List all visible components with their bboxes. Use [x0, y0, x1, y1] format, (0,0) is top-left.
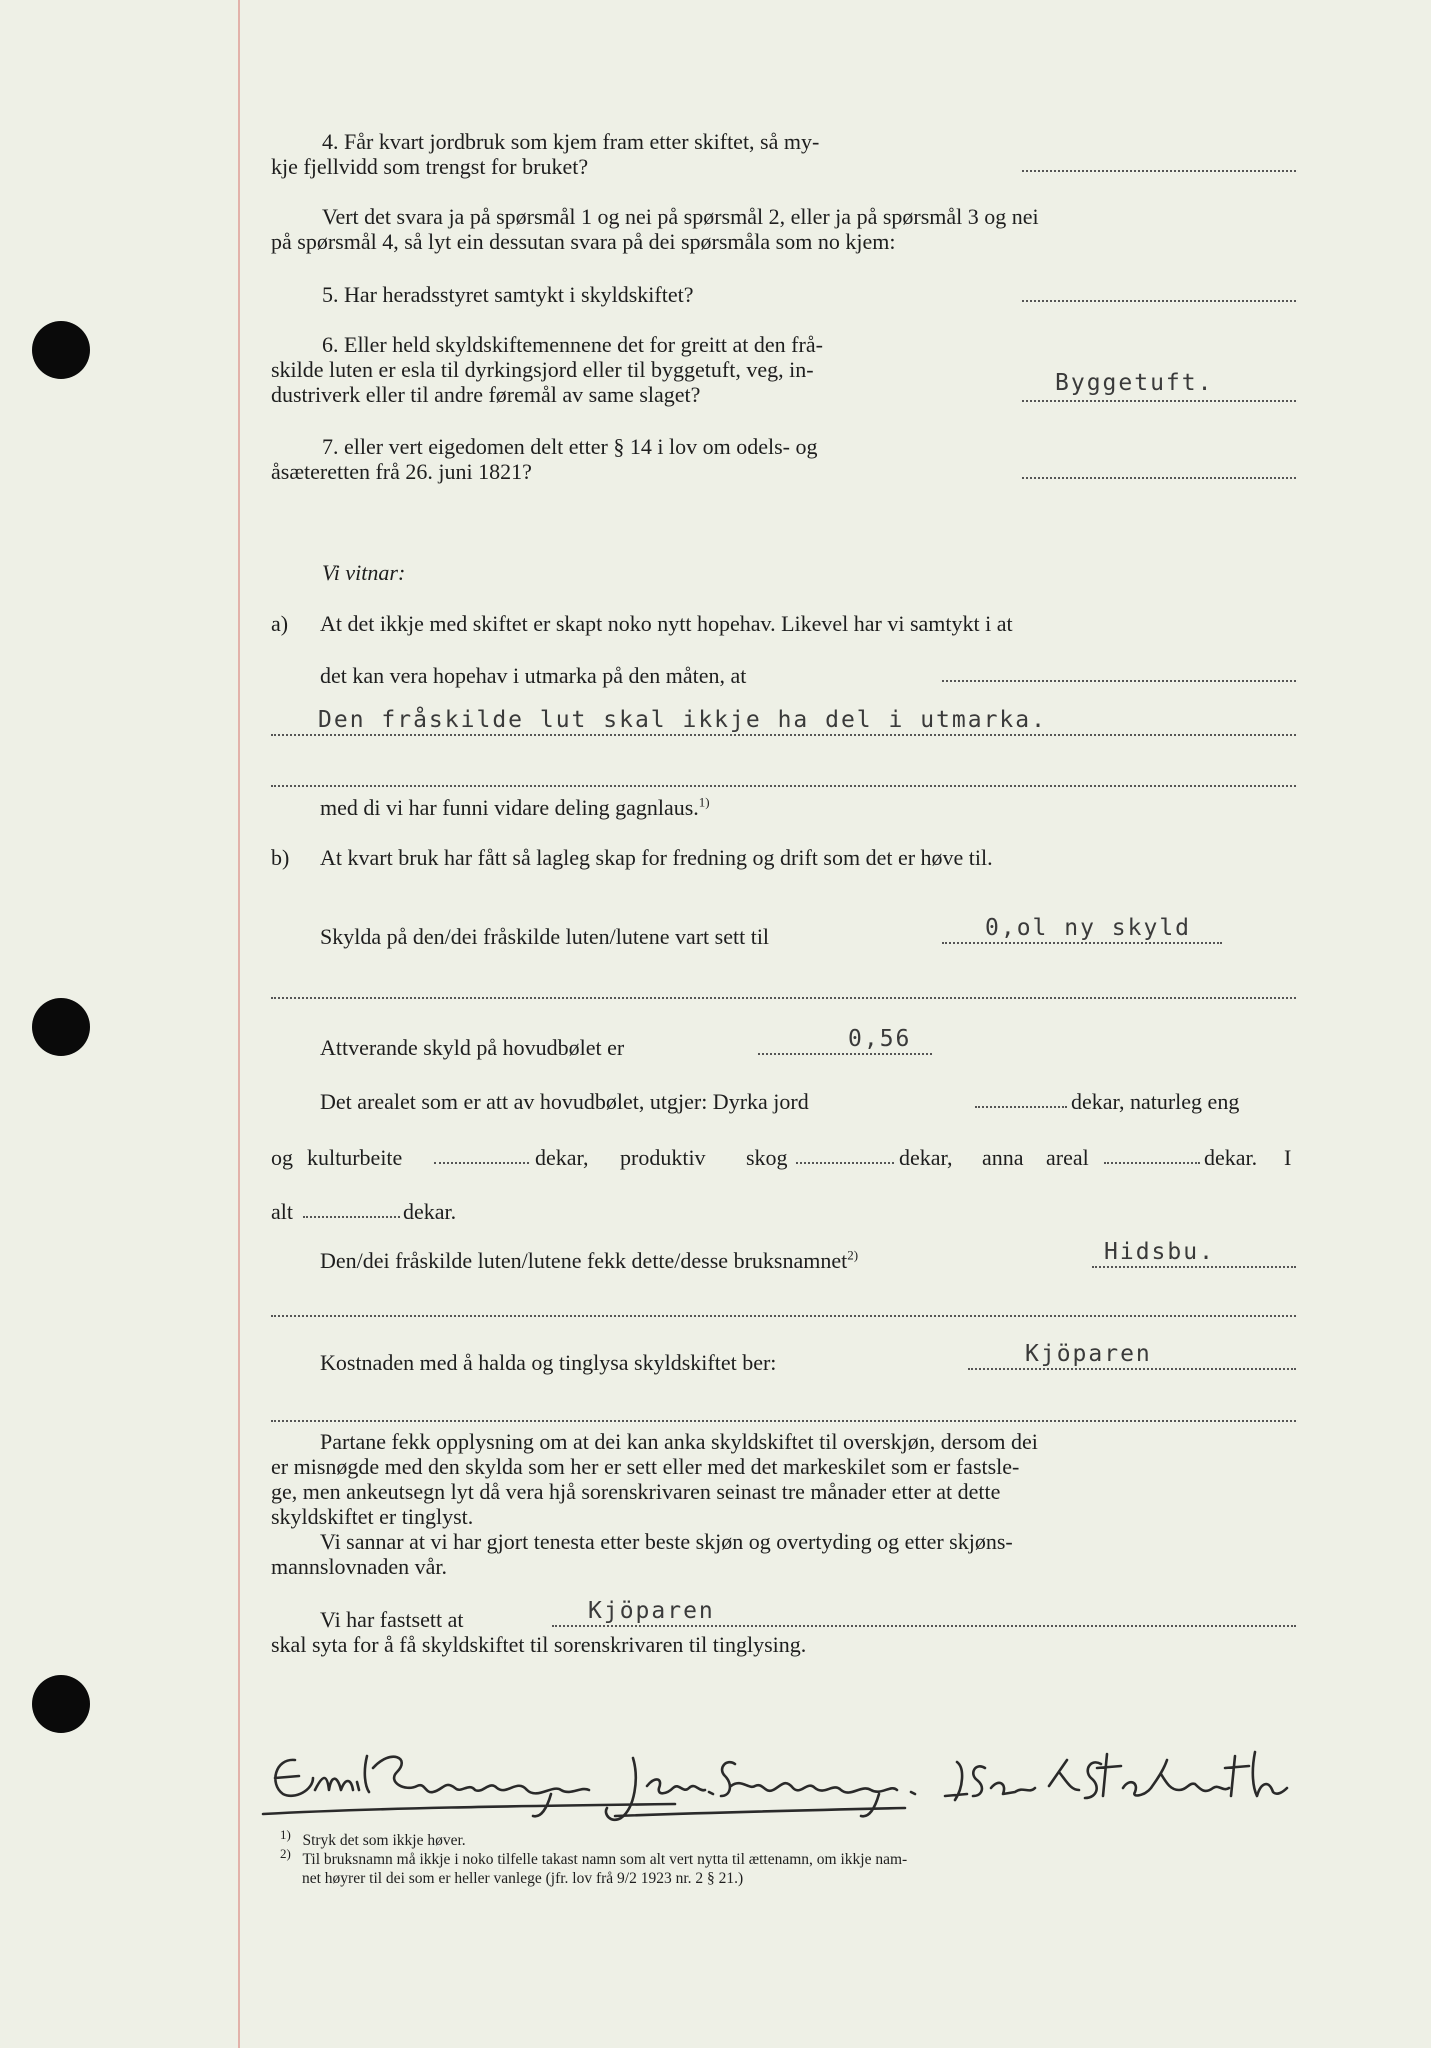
- footnote-2-cont: net høyrer til dei som er heller vanlege (jfr. lov frå 9/2 1923 nr. 2 § 21.): [302, 1870, 744, 1887]
- item-a-line3: [320, 794, 710, 822]
- attverande-value: 0,56: [848, 1026, 912, 1052]
- item-a-line2: det kan vera hopehav i utmarka på den måten, at: [320, 663, 747, 688]
- question-6-line2: skilde luten er esla til dyrkingsjord eller til byggetuft, veg, in-: [271, 357, 814, 382]
- footnote-ref-1: 1): [698, 794, 710, 810]
- punch-hole: [32, 1675, 90, 1733]
- areal-kulturbeite: kulturbeite: [307, 1145, 403, 1170]
- kostnad-extra-line: [271, 1420, 1296, 1422]
- bruksnamn-label: [320, 1247, 858, 1275]
- areal-kulturbeite-line: [434, 1162, 529, 1164]
- signature-isak-stokseth: [945, 1752, 1287, 1800]
- answer-line-4: [1022, 170, 1296, 172]
- areal-og: og: [271, 1145, 293, 1170]
- item-b-line1: At kvart bruk har fått så lagleg skap for fredning og drift som det er høve til.: [320, 845, 993, 870]
- sannar-line2: mannslovnaden vår.: [271, 1554, 447, 1579]
- areal-anna-line: [1104, 1162, 1200, 1164]
- signature-line-1: [263, 1804, 675, 1814]
- fastsett-value: Kjöparen: [588, 1598, 715, 1624]
- areal-produktiv: produktiv: [620, 1145, 706, 1170]
- item-a-line3-text: med di vi har funni vidare deling gagnlaus.: [320, 795, 699, 820]
- footnote-1-mark: 1): [280, 1826, 291, 1842]
- question-7-line2: åsæteretten frå 26. juni 1821?: [271, 459, 532, 484]
- footnote-2-line1: Til bruksnamn må ikkje i noko tilfelle takast namn som alt vert nytta til ættenamn, om ikkje nam-: [302, 1851, 908, 1868]
- fastsett-line2: skal syta for å få skyldskiftet til sorenskrivaren til tinglysing.: [271, 1632, 807, 1657]
- partane-line3: ge, men ankeutsegn lyt då vera hjå sorenskrivaren seinast tre månader etter at dette: [271, 1479, 1001, 1504]
- kostnad-line: [968, 1368, 1296, 1370]
- answer-line-6: [1022, 400, 1296, 402]
- skylda-extra-line: [271, 997, 1296, 999]
- footnote-2: [280, 1845, 908, 1869]
- question-4-line1: 4. Får kvart jordbruk som kjem fram etter skiftet, så my-: [322, 129, 820, 154]
- areal-line1-start: Det arealet som er att av hovudbølet, utgjer: Dyrka jord: [320, 1089, 809, 1114]
- margin-line: [238, 0, 240, 2048]
- item-a-answer-line: [271, 734, 1296, 736]
- answer-line-5: [1022, 300, 1296, 302]
- bruksnamn-extra-line: [271, 1315, 1296, 1317]
- punch-hole: [32, 998, 90, 1056]
- item-b-marker: b): [271, 845, 290, 870]
- bruksnamn-line: [1092, 1266, 1296, 1268]
- footnote-1-text: Stryk det som ikkje høver.: [302, 1832, 466, 1849]
- areal-dekar-3: dekar.: [1204, 1145, 1258, 1170]
- footnote-ref-2: 2): [847, 1247, 859, 1263]
- areal-anna: anna: [982, 1145, 1024, 1170]
- condition-line1: Vert det svara ja på spørsmål 1 og nei på spørsmål 2, eller ja på spørsmål 3 og nei: [322, 204, 1039, 229]
- item-a-line1: At det ikkje med skiftet er skapt noko nytt hopehav. Likevel har vi samtykt i at: [320, 611, 1013, 636]
- question-7-line1: 7. eller vert eigedomen delt etter § 14 i lov om odels- og: [322, 434, 818, 459]
- skylda-value: 0,ol ny skyld: [985, 915, 1192, 941]
- footnote-2-mark: 2): [280, 1845, 291, 1861]
- question-6-answer: Byggetuft.: [1055, 370, 1214, 396]
- areal-dyrka-line: [975, 1106, 1067, 1108]
- areal-alt: alt: [271, 1199, 293, 1224]
- question-4-line2: kje fjellvidd som trengst for bruket?: [271, 154, 589, 179]
- areal-skog: skog: [746, 1145, 788, 1170]
- areal-alt-dekar: dekar.: [403, 1199, 457, 1224]
- partane-line2: er misnøgde med den skylda som her er sett eller med det markeskilet som er fastsle-: [271, 1454, 1020, 1479]
- fastsett-line: [552, 1625, 1296, 1627]
- areal-dekar-1: dekar,: [535, 1145, 589, 1170]
- partane-line1: Partane fekk opplysning om at dei kan anka skyldskiftet til overskjøn, dersom dei: [320, 1429, 1038, 1454]
- answer-line-7: [1022, 477, 1296, 479]
- areal-areal: areal: [1046, 1145, 1089, 1170]
- bruksnamn-value: Hidsbu.: [1104, 1239, 1215, 1265]
- question-6-line3: dustriverk eller til andre føremål av same slaget?: [271, 382, 701, 407]
- areal-dekar-2: dekar,: [899, 1145, 953, 1170]
- kostnad-value: Kjöparen: [1025, 1341, 1152, 1367]
- areal-alt-line: [303, 1216, 400, 1218]
- item-a-extra-line: [271, 785, 1296, 787]
- areal-skog-line: [796, 1162, 894, 1164]
- kostnad-label: Kostnaden med å halda og tinglysa skyldskiftet ber:: [320, 1350, 777, 1375]
- item-a-answer: Den fråskilde lut skal ikkje ha del i utmarka.: [318, 707, 1047, 733]
- skylda-line: [942, 942, 1222, 944]
- areal-line1-end: dekar, naturleg eng: [1071, 1089, 1240, 1114]
- question-6-line1: 6. Eller held skyldskiftemennene det for greitt at den frå-: [322, 332, 823, 357]
- attverande-line: [758, 1053, 932, 1055]
- skylda-label: Skylda på den/dei fråskilde luten/lutene vart sett til: [320, 924, 770, 949]
- bruksnamn-text: Den/dei fråskilde luten/lutene fekk dette/desse bruksnamnet: [320, 1248, 848, 1273]
- item-a-marker: a): [271, 611, 289, 636]
- punch-hole: [32, 321, 90, 379]
- condition-line2: på spørsmål 4, så lyt ein dessutan svara på dei spørsmåla som no kjem:: [271, 229, 896, 254]
- sannar-line1: Vi sannar at vi har gjort tenesta etter beste skjøn og overtyding og etter skjøns-: [320, 1529, 1013, 1554]
- partane-line4: skyldskiftet er tinglyst.: [271, 1504, 474, 1529]
- item-a-line2-fill: [942, 680, 1296, 682]
- signatures: [255, 1738, 1405, 1830]
- fastsett-label: Vi har fastsett at: [320, 1607, 464, 1632]
- vitnar-heading: Vi vitnar:: [322, 560, 406, 585]
- question-5: 5. Har heradsstyret samtykt i skyldskiftet?: [322, 282, 694, 307]
- footnote-1: [280, 1826, 466, 1850]
- areal-i: I: [1284, 1145, 1292, 1170]
- attverande-label: Attverande skyld på hovudbølet er: [320, 1035, 625, 1060]
